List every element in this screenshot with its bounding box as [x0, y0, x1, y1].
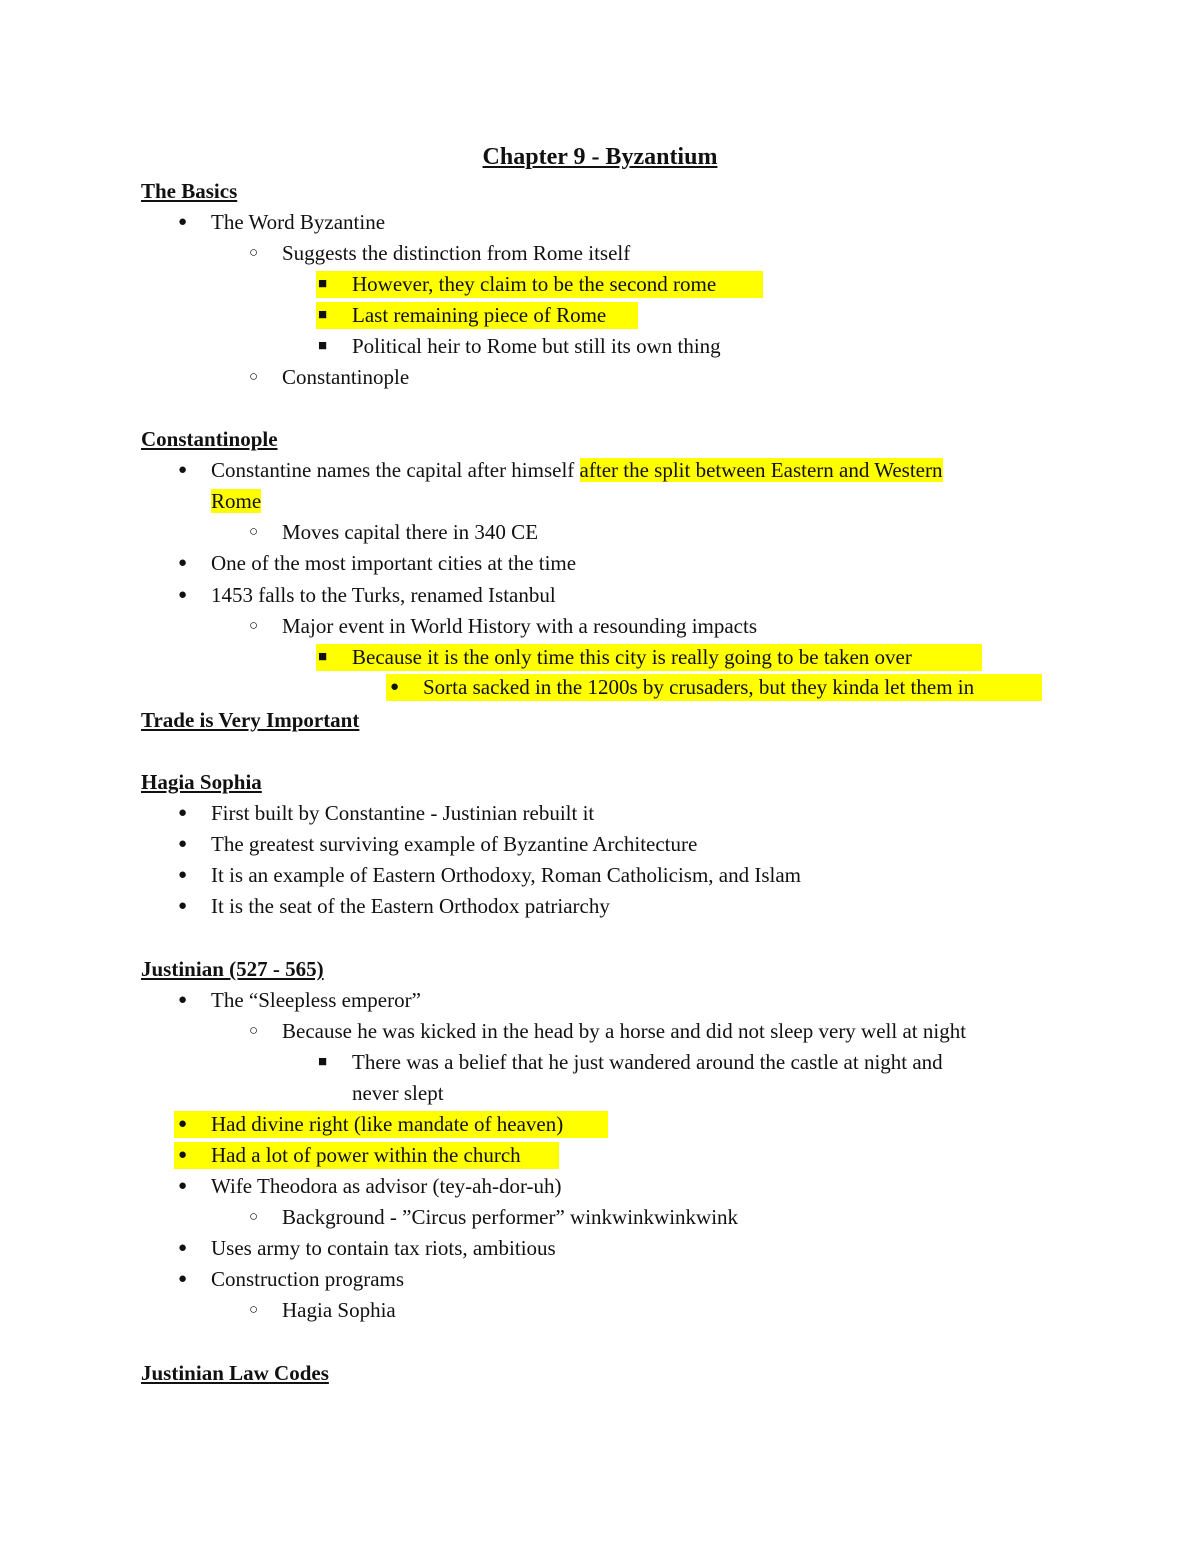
bullet-circle-icon: ○	[249, 1209, 259, 1225]
heading-the-basics: The Basics	[141, 179, 238, 203]
bullet-disc-icon: ●	[178, 867, 188, 883]
list-item: Uses army to contain tax riots, ambitious	[211, 1236, 556, 1260]
list-item-highlighted: Sorta sacked in the 1200s by crusaders, but they kinda let them in	[423, 675, 975, 699]
list-item: Political heir to Rome but still its own thing	[352, 334, 721, 358]
bullet-disc-icon: ●	[178, 555, 188, 571]
bullet-square-icon: ■	[318, 1054, 328, 1070]
list-item: Constantinople	[282, 365, 410, 389]
heading-justinian: Justinian (527 - 565)	[141, 957, 324, 981]
bullet-disc-icon: ●	[178, 992, 188, 1008]
list-item: One of the most important cities at the time	[211, 551, 577, 575]
list-item: Construction programs	[211, 1267, 405, 1291]
heading-constantinople: Constantinople	[141, 427, 278, 451]
list-item-text: Constantine names the capital after himself	[211, 458, 580, 482]
bullet-square-icon: ■	[318, 276, 328, 292]
list-item: Wife Theodora as advisor (tey-ah-dor-uh)	[211, 1174, 562, 1198]
page-title: Chapter 9 - Byzantium	[482, 144, 718, 170]
bullet-disc-icon: ●	[178, 587, 188, 603]
bullet-disc-icon: ●	[390, 679, 400, 695]
bullet-circle-icon: ○	[249, 1023, 259, 1039]
bullet-circle-icon: ○	[249, 245, 259, 261]
bullet-disc-icon: ●	[178, 1271, 188, 1287]
bullet-disc-icon: ●	[178, 1178, 188, 1194]
bullet-circle-icon: ○	[249, 618, 259, 634]
bullet-circle-icon: ○	[249, 524, 259, 540]
heading-justinian-law-codes: Justinian Law Codes	[141, 1361, 329, 1385]
highlighted-text: Rome	[211, 489, 262, 513]
list-item-continuation: never slept	[352, 1081, 444, 1105]
bullet-disc-icon: ●	[178, 1147, 188, 1163]
bullet-square-icon: ■	[318, 338, 328, 354]
list-item-highlighted: Because it is the only time this city is really going to be taken over	[352, 645, 912, 669]
bullet-disc-icon: ●	[178, 1116, 188, 1132]
bullet-circle-icon: ○	[249, 369, 259, 385]
list-item: Moves capital there in 340 CE	[282, 520, 539, 544]
bullet-square-icon: ■	[318, 307, 328, 323]
bullet-disc-icon: ●	[178, 1240, 188, 1256]
list-item: Major event in World History with a resounding impacts	[282, 614, 758, 638]
list-item: It is the seat of the Eastern Orthodox patriarchy	[211, 894, 610, 918]
bullet-disc-icon: ●	[178, 462, 188, 478]
list-item-highlighted: Had divine right (like mandate of heaven)	[211, 1112, 564, 1136]
bullet-disc-icon: ●	[178, 898, 188, 914]
list-item-highlighted: Had a lot of power within the church	[211, 1143, 521, 1167]
list-item: There was a belief that he just wandered around the castle at night and	[352, 1050, 943, 1074]
list-item: 1453 falls to the Turks, renamed Istanbul	[211, 583, 556, 607]
list-item: Suggests the distinction from Rome itself	[282, 241, 631, 265]
bullet-disc-icon: ●	[178, 214, 188, 230]
bullet-square-icon: ■	[318, 649, 328, 665]
list-item-mixed	[211, 455, 943, 486]
list-item: The greatest surviving example of Byzantine Architecture	[211, 832, 698, 856]
list-item-highlighted: However, they claim to be the second rome	[352, 272, 717, 296]
list-item: The “Sleepless emperor”	[211, 988, 421, 1012]
heading-trade: Trade is Very Important	[141, 708, 360, 732]
list-item: Background - ”Circus performer” winkwinkwinkwink	[282, 1205, 739, 1229]
list-item: Hagia Sophia	[282, 1298, 396, 1322]
list-item: It is an example of Eastern Orthodoxy, Roman Catholicism, and Islam	[211, 863, 802, 887]
list-item-continuation	[211, 486, 261, 517]
bullet-disc-icon: ●	[178, 836, 188, 852]
heading-hagia-sophia: Hagia Sophia	[141, 770, 262, 794]
list-item: Because he was kicked in the head by a horse and did not sleep very well at night	[282, 1019, 967, 1043]
bullet-circle-icon: ○	[249, 1302, 259, 1318]
bullet-disc-icon: ●	[178, 805, 188, 821]
highlighted-text: after the split between Eastern and Western	[579, 458, 943, 482]
list-item-highlighted: Last remaining piece of Rome	[352, 303, 607, 327]
list-item: First built by Constantine - Justinian rebuilt it	[211, 801, 595, 825]
list-item: The Word Byzantine	[211, 210, 386, 234]
